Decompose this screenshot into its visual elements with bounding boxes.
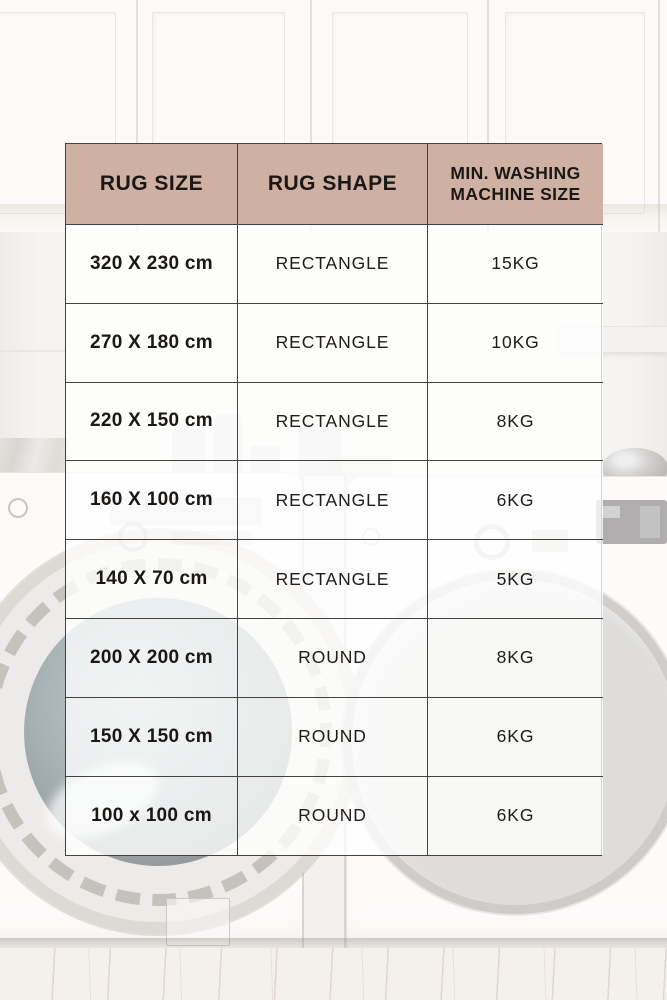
header-rug-size: RUG SIZE (66, 144, 238, 225)
wood-floor (0, 948, 667, 1000)
rug-shape-cell: RECTANGLE (238, 225, 428, 304)
machine-size-cell: 6KG (428, 461, 603, 540)
rug-shape-cell: RECTANGLE (238, 540, 428, 619)
rug-size-cell: 320 X 230 cm (66, 225, 238, 304)
header-rug-shape: RUG SHAPE (238, 144, 428, 225)
rug-size-table (65, 143, 602, 856)
machine-size-cell: 5KG (428, 540, 603, 619)
cabinet-door-gap (658, 0, 660, 232)
header-machine-size: MIN. WASHING MACHINE SIZE (428, 144, 603, 225)
rug-size-cell: 160 X 100 cm (66, 461, 238, 540)
rug-shape-cell: ROUND (238, 698, 428, 777)
rug-shape-cell: RECTANGLE (238, 461, 428, 540)
machine-size-cell: 6KG (428, 777, 603, 856)
machine-size-cell: 10KG (428, 304, 603, 383)
right-panel-light (640, 506, 660, 538)
machine-size-cell: 15KG (428, 225, 603, 304)
rug-size-cell: 140 X 70 cm (66, 540, 238, 619)
rug-shape-cell: RECTANGLE (238, 304, 428, 383)
rug-size-cell: 270 X 180 cm (66, 304, 238, 383)
rug-size-cell: 150 X 150 cm (66, 698, 238, 777)
rug-shape-cell: ROUND (238, 619, 428, 698)
rug-size-cell: 200 X 200 cm (66, 619, 238, 698)
machine-size-cell: 8KG (428, 383, 603, 462)
machine-size-cell: 8KG (428, 619, 603, 698)
right-panel-light (602, 506, 620, 518)
rug-size-cell: 220 X 150 cm (66, 383, 238, 462)
rug-shape-cell: RECTANGLE (238, 383, 428, 462)
rug-size-cell: 100 x 100 cm (66, 777, 238, 856)
machine-size-cell: 6KG (428, 698, 603, 777)
rug-shape-cell: ROUND (238, 777, 428, 856)
backsplash-line (0, 350, 66, 352)
ge-logo (8, 498, 28, 518)
